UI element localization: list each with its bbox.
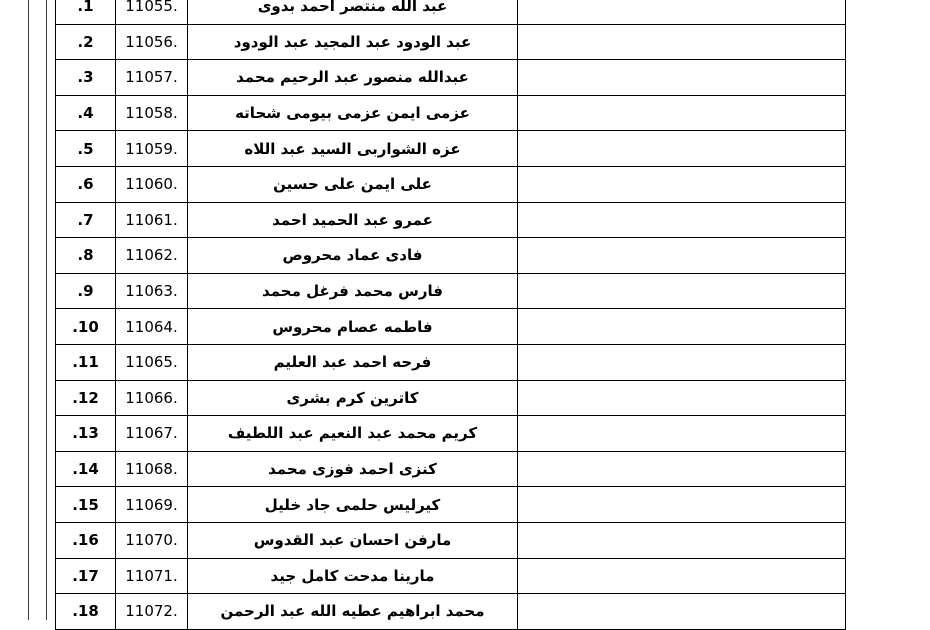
table-row bbox=[56, 594, 846, 630]
row-code-cell: 11072. bbox=[116, 594, 188, 630]
row-serial-cell: .7 bbox=[56, 202, 116, 238]
row-blank-cell bbox=[518, 95, 846, 131]
table-row bbox=[56, 60, 846, 96]
table-row bbox=[56, 344, 846, 380]
row-name-cell: عزمى ايمن عزمى بيومى شحاته bbox=[188, 95, 518, 131]
row-code-cell: 11064. bbox=[116, 309, 188, 345]
row-blank-cell bbox=[518, 594, 846, 630]
row-code-cell: 11068. bbox=[116, 451, 188, 487]
row-serial-cell: .10 bbox=[56, 309, 116, 345]
row-code-cell: 11062. bbox=[116, 238, 188, 274]
row-blank-cell bbox=[518, 416, 846, 452]
row-code-cell: 11058. bbox=[116, 95, 188, 131]
row-code-cell: 11070. bbox=[116, 522, 188, 558]
row-blank-cell bbox=[518, 380, 846, 416]
row-serial-cell: .6 bbox=[56, 166, 116, 202]
row-name-cell: عبد الودود عبد المجيد عبد الودود bbox=[188, 24, 518, 60]
row-blank-cell bbox=[518, 451, 846, 487]
table-row bbox=[56, 95, 846, 131]
row-serial-cell: .5 bbox=[56, 131, 116, 167]
row-serial-cell: .17 bbox=[56, 558, 116, 594]
row-serial-cell: .12 bbox=[56, 380, 116, 416]
row-blank-cell bbox=[518, 0, 846, 24]
row-serial-cell: .1 bbox=[56, 0, 116, 24]
row-name-cell: على ايمن على حسين bbox=[188, 166, 518, 202]
row-code-cell: 11063. bbox=[116, 273, 188, 309]
row-name-cell: فارس محمد فرغل محمد bbox=[188, 273, 518, 309]
row-serial-cell: .14 bbox=[56, 451, 116, 487]
row-blank-cell bbox=[518, 166, 846, 202]
row-serial-cell: .11 bbox=[56, 344, 116, 380]
table-row bbox=[56, 309, 846, 345]
row-code-cell: 11060. bbox=[116, 166, 188, 202]
row-serial-cell: .13 bbox=[56, 416, 116, 452]
row-name-cell: محمد ابراهيم عطيه الله عبد الرحمن bbox=[188, 594, 518, 630]
row-name-cell: فادى عماد محروص bbox=[188, 238, 518, 274]
table-row bbox=[56, 487, 846, 523]
row-blank-cell bbox=[518, 273, 846, 309]
row-serial-cell: .8 bbox=[56, 238, 116, 274]
table-row bbox=[56, 238, 846, 274]
row-code-cell: 11056. bbox=[116, 24, 188, 60]
row-blank-cell bbox=[518, 309, 846, 345]
row-serial-cell: .9 bbox=[56, 273, 116, 309]
table-row bbox=[56, 522, 846, 558]
row-serial-cell: .18 bbox=[56, 594, 116, 630]
row-name-cell: عزه الشواربى السيد عبد اللاه bbox=[188, 131, 518, 167]
row-serial-cell: .15 bbox=[56, 487, 116, 523]
table-row bbox=[56, 0, 846, 24]
table-row bbox=[56, 131, 846, 167]
table-row bbox=[56, 558, 846, 594]
row-name-cell: كيرليس حلمى جاد خليل bbox=[188, 487, 518, 523]
row-blank-cell bbox=[518, 487, 846, 523]
left-margin-rule-secondary bbox=[46, 0, 47, 620]
row-code-cell: 11055. bbox=[116, 0, 188, 24]
row-blank-cell bbox=[518, 202, 846, 238]
row-code-cell: 11066. bbox=[116, 380, 188, 416]
row-blank-cell bbox=[518, 558, 846, 594]
left-margin-rule bbox=[28, 0, 29, 620]
row-name-cell: كاترين كرم بشرى bbox=[188, 380, 518, 416]
table-row bbox=[56, 166, 846, 202]
row-blank-cell bbox=[518, 522, 846, 558]
row-name-cell: عبد الله منتصر احمد بدوى bbox=[188, 0, 518, 24]
row-serial-cell: .16 bbox=[56, 522, 116, 558]
row-name-cell: عبدالله منصور عبد الرحيم محمد bbox=[188, 60, 518, 96]
row-name-cell: فاطمه عصام محروس bbox=[188, 309, 518, 345]
roster-table bbox=[55, 0, 846, 630]
row-code-cell: 11061. bbox=[116, 202, 188, 238]
roster-table-body bbox=[56, 0, 846, 629]
table-row bbox=[56, 451, 846, 487]
row-blank-cell bbox=[518, 60, 846, 96]
table-row bbox=[56, 24, 846, 60]
row-name-cell: مارفن احسان عبد القدوس bbox=[188, 522, 518, 558]
row-code-cell: 11067. bbox=[116, 416, 188, 452]
row-blank-cell bbox=[518, 131, 846, 167]
row-code-cell: 11069. bbox=[116, 487, 188, 523]
row-code-cell: 11059. bbox=[116, 131, 188, 167]
row-code-cell: 11065. bbox=[116, 344, 188, 380]
row-blank-cell bbox=[518, 238, 846, 274]
row-serial-cell: .4 bbox=[56, 95, 116, 131]
row-code-cell: 11057. bbox=[116, 60, 188, 96]
row-name-cell: مارينا مدحت كامل جيد bbox=[188, 558, 518, 594]
row-blank-cell bbox=[518, 344, 846, 380]
table-row bbox=[56, 380, 846, 416]
row-name-cell: عمرو عبد الحميد احمد bbox=[188, 202, 518, 238]
table-row bbox=[56, 202, 846, 238]
row-name-cell: فرحه احمد عبد العليم bbox=[188, 344, 518, 380]
row-name-cell: كريم محمد عبد النعيم عبد اللطيف bbox=[188, 416, 518, 452]
row-serial-cell: .2 bbox=[56, 24, 116, 60]
row-name-cell: كنزى احمد فوزى محمد bbox=[188, 451, 518, 487]
row-serial-cell: .3 bbox=[56, 60, 116, 96]
table-row bbox=[56, 416, 846, 452]
row-blank-cell bbox=[518, 24, 846, 60]
table-row bbox=[56, 273, 846, 309]
row-code-cell: 11071. bbox=[116, 558, 188, 594]
